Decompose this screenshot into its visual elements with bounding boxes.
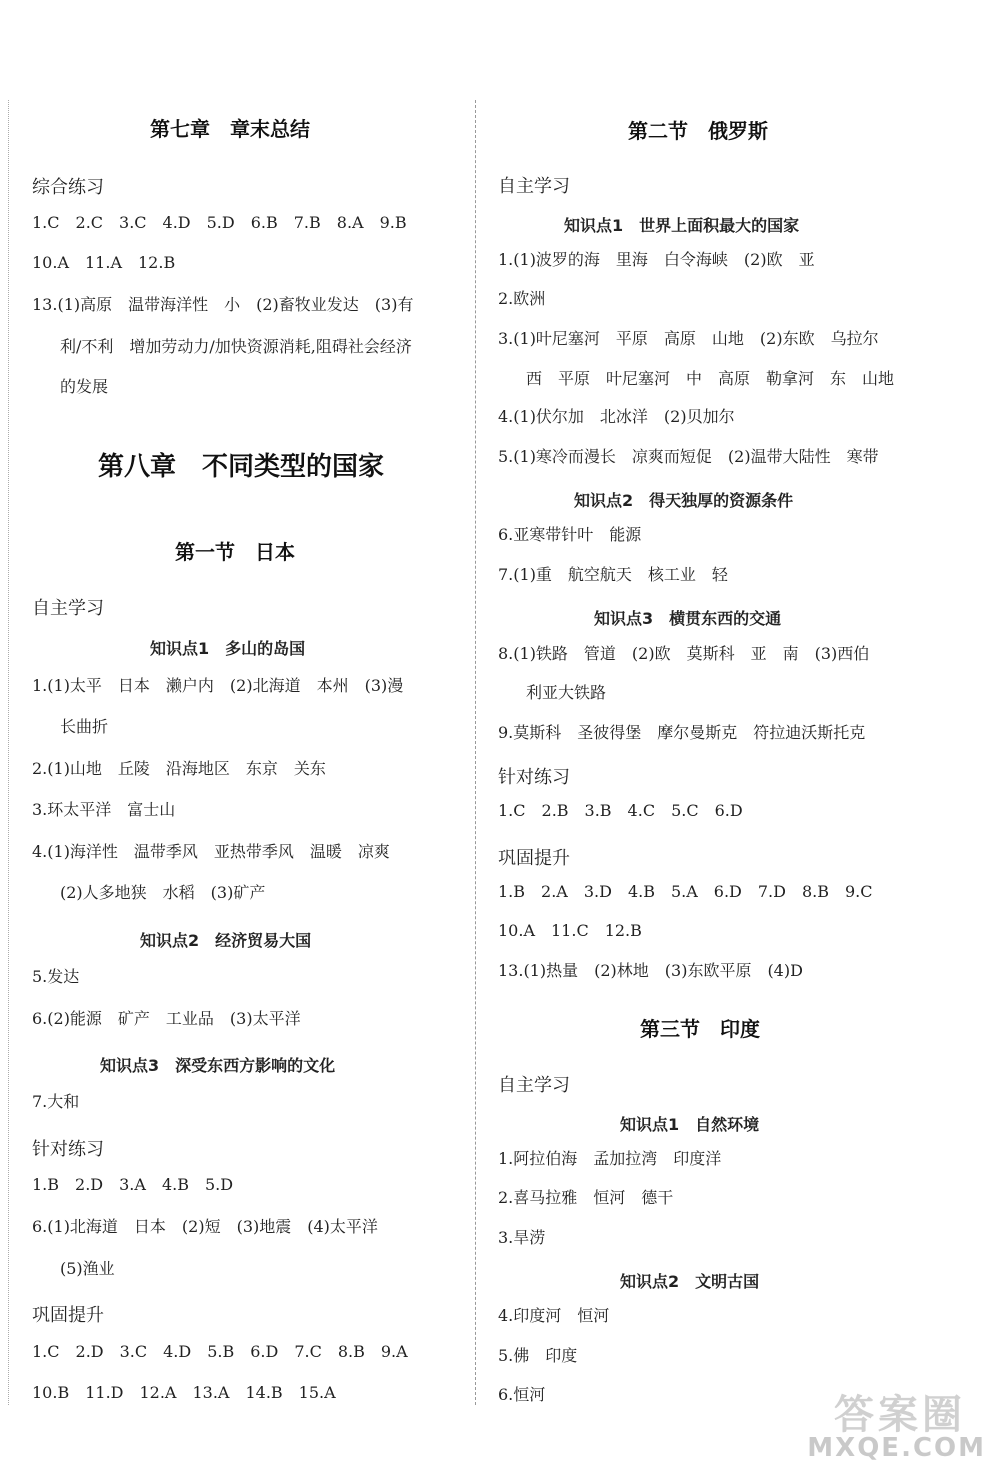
answer-line: 8.(1)铁路 管道 (2)欧 莫斯科 亚 南 (3)西伯 (498, 644, 870, 663)
answer-line: 1.(1)波罗的海 里海 白令海峡 (2)欧 亚 (498, 250, 815, 269)
answer-line: 长曲折 (60, 717, 109, 736)
answer-line: 4.(1)伏尔加 北冰洋 (2)贝加尔 (498, 407, 735, 426)
self-study-heading: 自主学习 (498, 176, 570, 197)
consolidate-heading: 巩固提升 (498, 848, 570, 869)
answer-line: 1.C 2.C 3.C 4.D 5.D 6.B 7.B 8.A 9.B (32, 213, 407, 232)
knowledge-point-heading: 知识点2 得天独厚的资源条件 (574, 491, 794, 510)
answer-line: 5.佛 印度 (498, 1346, 578, 1365)
answer-line: 6.恒河 (498, 1385, 546, 1404)
knowledge-point-heading: 知识点2 经济贸易大国 (140, 931, 312, 950)
answer-line: 5.(1)寒冷而漫长 凉爽而短促 (2)温带大陆性 寒带 (498, 447, 879, 466)
answer-line: 1.C 2.D 3.C 4.D 5.B 6.D 7.C 8.B 9.A (32, 1342, 408, 1361)
answer-line: 5.发达 (32, 967, 80, 986)
answer-line: 6.亚寒带针叶 能源 (498, 525, 642, 544)
targeted-practice-heading: 针对练习 (32, 1139, 104, 1160)
self-study-heading: 自主学习 (498, 1075, 570, 1096)
answer-line: 10.A 11.A 12.B (32, 253, 176, 272)
answer-line: 3.旱涝 (498, 1228, 546, 1247)
answer-line: 9.莫斯科 圣彼得堡 摩尔曼斯克 符拉迪沃斯托克 (498, 723, 866, 742)
consolidate-heading: 巩固提升 (32, 1305, 104, 1326)
answer-line: (2)人多地狭 水稻 (3)矿产 (60, 883, 266, 902)
answer-line: 10.A 11.C 12.B (498, 921, 642, 940)
answer-line: 13.(1)高原 温带海洋性 小 (2)畜牧业发达 (3)有 (32, 295, 414, 314)
answer-line: 1.阿拉伯海 孟加拉湾 印度洋 (498, 1149, 722, 1168)
answer-line: 4.印度河 恒河 (498, 1306, 610, 1325)
answer-line: 7.(1)重 航空航天 核工业 轻 (498, 565, 728, 584)
answer-line: 3.(1)叶尼塞河 平原 高原 山地 (2)东欧 乌拉尔 (498, 329, 879, 348)
chapter7-title: 第七章 章末总结 (150, 117, 310, 141)
answer-line: 的发展 (60, 377, 109, 396)
answer-line: 1.C 2.B 3.B 4.C 5.C 6.D (498, 801, 743, 820)
answer-line: 2.喜马拉雅 恒河 德干 (498, 1188, 674, 1207)
answer-line: 6.(1)北海道 日本 (2)短 (3)地震 (4)太平洋 (32, 1217, 378, 1236)
answer-line: 10.B 11.D 12.A 13.A 14.B 15.A (32, 1383, 336, 1402)
answer-line: (5)渔业 (60, 1259, 115, 1278)
answer-line: 7.大和 (32, 1092, 80, 1111)
site-watermark (786, 1383, 986, 1463)
answer-line: 利亚大铁路 (526, 683, 607, 702)
section3-title: 第三节 印度 (640, 1017, 760, 1041)
section-comprehensive-practice: 综合练习 (32, 177, 104, 198)
chapter8-title: 第八章 不同类型的国家 (98, 452, 385, 482)
section1-title: 第一节 日本 (175, 540, 295, 564)
self-study-heading: 自主学习 (32, 598, 104, 619)
answer-line: 6.(2)能源 矿产 工业品 (3)太平洋 (32, 1009, 301, 1028)
column-divider (475, 100, 476, 1405)
watermark-url: MXQE.COM (807, 1433, 986, 1463)
section2-title: 第二节 俄罗斯 (628, 119, 768, 143)
answer-line: 1.B 2.D 3.A 4.B 5.D (32, 1175, 234, 1194)
watermark-logo-text: 答案圈 (834, 1392, 966, 1438)
knowledge-point-heading: 知识点1 自然环境 (620, 1115, 760, 1134)
answer-line: 利/不利 增加劳动力/加快资源消耗,阻碍社会经济 (60, 337, 412, 356)
knowledge-point-heading: 知识点3 深受东西方影响的文化 (100, 1056, 336, 1075)
knowledge-point-heading: 知识点2 文明古国 (620, 1272, 760, 1291)
answer-line: 4.(1)海洋性 温带季风 亚热带季风 温暖 凉爽 (32, 842, 390, 861)
answer-line: 2.欧洲 (498, 289, 546, 308)
answer-line: 1.B 2.A 3.D 4.B 5.A 6.D 7.D 8.B 9.C (498, 882, 873, 901)
answer-line: 13.(1)热量 (2)林地 (3)东欧平原 (4)D (498, 961, 803, 980)
left-margin-rule (8, 100, 9, 1405)
answer-line: 2.(1)山地 丘陵 沿海地区 东京 关东 (32, 759, 326, 778)
knowledge-point-heading: 知识点1 世界上面积最大的国家 (564, 216, 800, 235)
targeted-practice-heading: 针对练习 (498, 767, 570, 788)
answer-line: 西 平原 叶尼塞河 中 高原 勒拿河 东 山地 (526, 369, 895, 388)
answer-line: 1.(1)太平 日本 濑户内 (2)北海道 本州 (3)漫 (32, 676, 404, 695)
knowledge-point-heading: 知识点3 横贯东西的交通 (594, 609, 782, 628)
answer-line: 3.环太平洋 富士山 (32, 800, 176, 819)
knowledge-point-heading: 知识点1 多山的岛国 (150, 639, 306, 658)
